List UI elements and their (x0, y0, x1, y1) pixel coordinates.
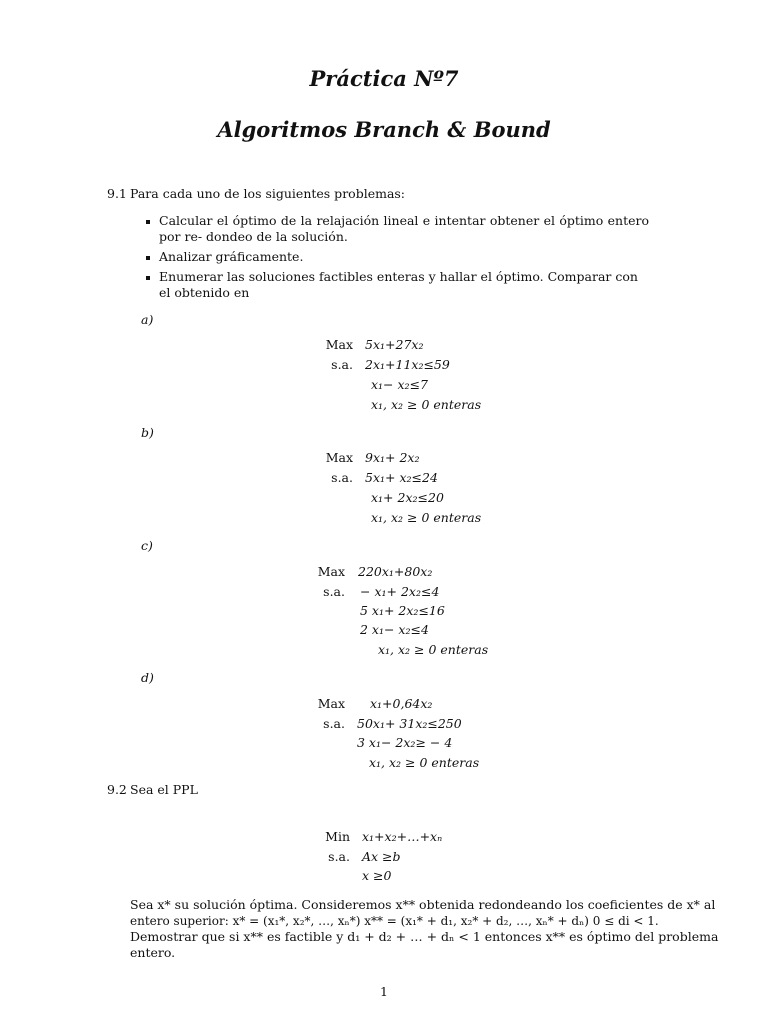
problem-a-constraint-2: x₁− x₂≤7 (371, 377, 428, 392)
exercise-9-1-intro: Para cada uno de los siguientes problemas: (130, 186, 406, 201)
bullet-item-3: Enumerar las soluciones factibles enteras y hallar el óptimo. Comparar con el obtenido en (159, 269, 638, 300)
problem-c-nonnegativity: x₁, x₂ ≥ 0 enteras (378, 642, 489, 657)
problem-a-label: a) (141, 312, 154, 327)
bullet-icon (146, 276, 150, 280)
exercise-9-2-number: 9.2 (107, 782, 127, 797)
bullet-icon (146, 256, 150, 260)
problem-c-row-1-keyword: Max (317, 564, 345, 579)
problem-a-nonnegativity: x₁, x₂ ≥ 0 enteras (371, 397, 482, 412)
problem-c-row-2-keyword: s.a. (323, 584, 345, 599)
problem-c-constraint-3: 2 x₁− x₂≤4 (360, 622, 429, 637)
problem-d-nonnegativity: x₁, x₂ ≥ 0 enteras (369, 755, 480, 770)
bullet-icon (146, 220, 150, 224)
exercise-9-2-text-line-1: Sea x* su solución óptima. Consideremos x** obtenida redondeando los coeficientes de x* al (130, 897, 716, 912)
ppl-row-2-keyword: s.a. (328, 849, 350, 864)
problem-d-constraint-2: 3 x₁− 2x₂≥ − 4 (357, 735, 453, 750)
exercise-9-2-text-line-4: entero. (130, 945, 176, 960)
problem-b-label: b) (141, 425, 154, 440)
problem-a-row-1-keyword: Max (325, 337, 353, 352)
problem-b-objective: 9x₁+ 2x₂ (365, 450, 420, 465)
problem-d-constraint-1: 50x₁+ 31x₂≤250 (357, 716, 462, 731)
problem-c-objective: 220x₁+80x₂ (358, 564, 433, 579)
exercise-9-1-number: 9.1 (107, 186, 127, 201)
problem-b-constraint-1: 5x₁+ x₂≤24 (365, 470, 438, 485)
bullet-item-1: Calcular el óptimo de la relajación lineal e intentar obtener el óptimo entero por re- dondeo de la solución. (159, 213, 649, 244)
page-title: Práctica Nº7 (309, 66, 459, 91)
problem-d-objective: x₁+0,64x₂ (370, 696, 433, 711)
problem-c-constraint-2: 5 x₁+ 2x₂≤16 (360, 603, 445, 618)
problem-c-constraint-1: − x₁+ 2x₂≤4 (360, 584, 440, 599)
problem-b-row-1-keyword: Max (325, 450, 353, 465)
problem-b-constraint-2: x₁+ 2x₂≤20 (371, 490, 444, 505)
problem-d-row-1-keyword: Max (317, 696, 345, 711)
page-subtitle: Algoritmos Branch & Bound (217, 117, 551, 142)
ppl-nonnegativity: x ≥0 (362, 868, 392, 883)
problem-d-label: d) (141, 670, 154, 685)
ppl-row-1-keyword: Min (325, 829, 350, 844)
problem-a-objective: 5x₁+27x₂ (365, 337, 424, 352)
exercise-9-2-text-line-2: entero superior: x* = (x₁*, x₂*, …, xₙ*) x** = (x₁* + d₁, x₂* + d₂, …, xₙ* + dₙ) 0 ≤ di < 1. (130, 914, 659, 928)
problem-d-row-2-keyword: s.a. (323, 716, 345, 731)
problem-a-row-2-keyword: s.a. (331, 357, 353, 372)
problem-b-row-2-keyword: s.a. (331, 470, 353, 485)
ppl-constraint: Ax ≥b (362, 849, 401, 864)
problem-c-label: c) (141, 538, 153, 553)
exercise-9-2-text-line-3: Demostrar que si x** es factible y d₁ + d₂ + … + dₙ < 1 entonces x** es óptimo del problema (130, 929, 719, 944)
bullet-item-2: Analizar gráficamente. (159, 249, 304, 264)
problem-a-constraint-1: 2x₁+11x₂≤59 (365, 357, 450, 372)
page-number: 1 (380, 984, 388, 999)
ppl-objective: x₁+x₂+…+xₙ (362, 829, 443, 844)
exercise-9-2-intro: Sea el PPL (130, 782, 198, 797)
problem-b-nonnegativity: x₁, x₂ ≥ 0 enteras (371, 510, 482, 525)
